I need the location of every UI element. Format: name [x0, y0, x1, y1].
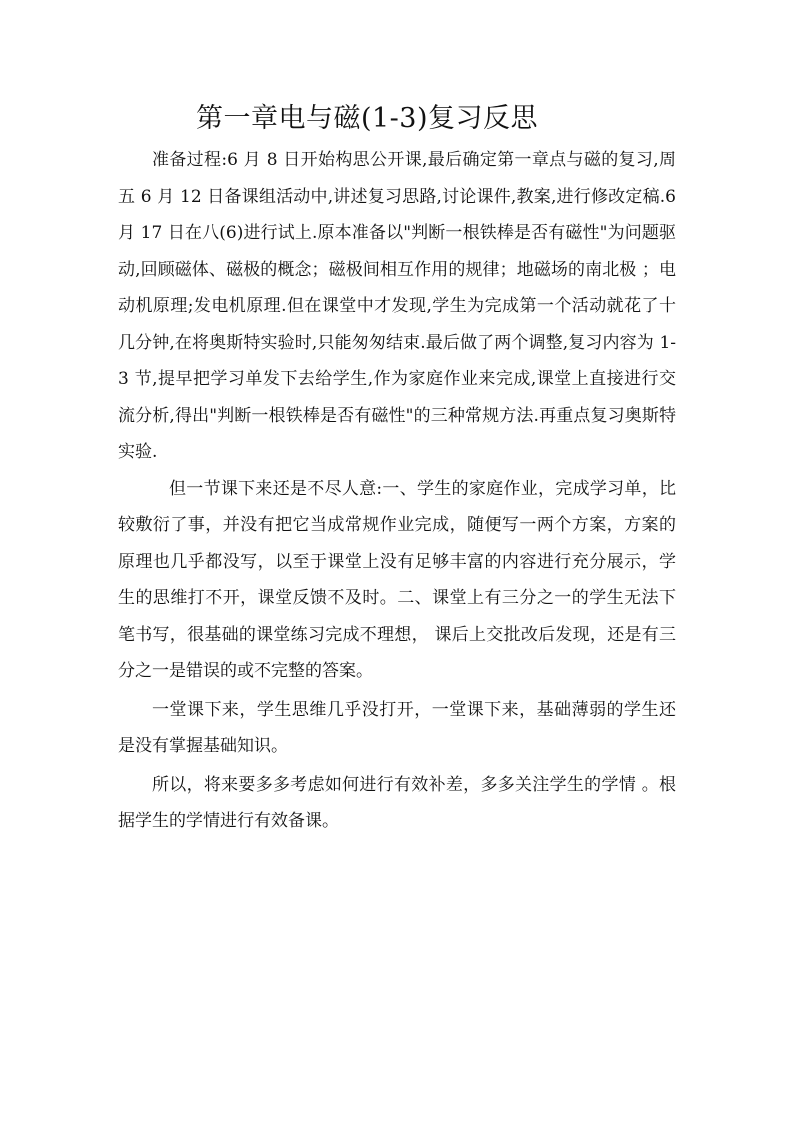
document-title: 第一章电与磁(1-3)复习反思: [195, 103, 539, 134]
paragraph-preparation: 准备过程:6 月 8 日开始构思公开课,最后确定第一章点与磁的复习,周五 6 月 12 日备课组活动中,讲述复习思路,讨论课件,教案,进行修改定稿.6 月 17 日在八(6)进行试上.原本准备以"判断一根铁棒是否有磁性"为问题驱动,回顾磁体、磁极的概念；磁极间相互作用的规律；地磁场的南北极 ；电动机原理;发电机原理.但在课堂中才发现,学生为完成第一个活动就花了十几分钟,在将奥斯特实验时,只能匆匆结束.最后做了两个调整,复习内容为 1-3 节,提早把学习单发下去给学生,作为家庭作业来完成,课堂上直接进行交流分析,得出"判断一根铁棒是否有磁性"的三种常规方法.再重点复习奥斯特实验.: [118, 150, 676, 462]
paragraph-summary: 一堂课下来，学生思维几乎没打开，一堂课下来，基础薄弱的学生还是没有掌握基础知识。: [118, 699, 676, 756]
document-body: [118, 142, 676, 840]
paragraph-conclusion: 所以，将来要多多考虑如何进行有效补差，多多关注学生的学情 。根据学生的学情进行有效备课。: [118, 774, 676, 831]
paragraph-shortcomings: 但一节课下来还是不尽人意:一、学生的家庭作业，完成学习单，比较敷衍了事，并没有把它当成常规作业完成，随便写一两个方案，方案的原理也几乎都没写，以至于课堂上没有足够丰富的内容进行充分展示，学生的思维打不开，课堂反馈不及时。二、课堂上有三分之一的学生无法下笔书写，很基础的课堂练习完成不理想， 课后上交批改后发现，还是有三分之一是错误的或不完整的答案。: [118, 478, 676, 681]
